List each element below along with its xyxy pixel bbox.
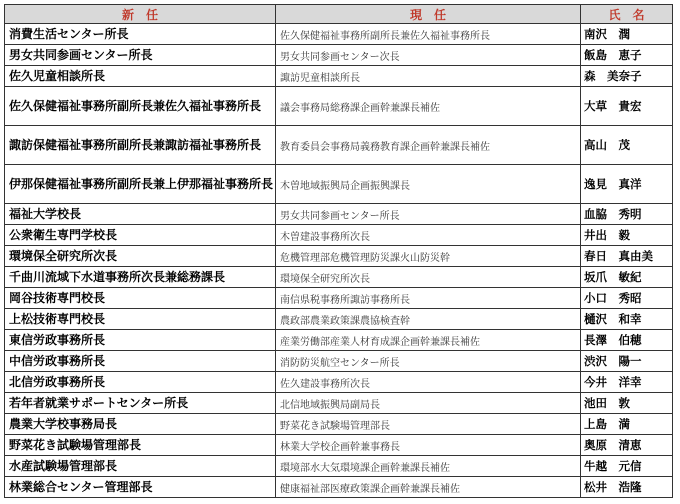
header-current-position: 現 任: [276, 5, 581, 24]
header-new-position: 新 任: [5, 5, 276, 24]
new-position-cell: 上松技術専門校長: [5, 309, 276, 330]
name-cell: 高山 茂: [581, 126, 673, 165]
table-row: [5, 351, 673, 372]
current-position-cell: 諏訪児童相談所長: [276, 66, 581, 87]
name-cell: 南沢 潤: [581, 24, 673, 45]
table-row: [5, 267, 673, 288]
table-row: [5, 372, 673, 393]
new-position-cell: 福祉大学校長: [5, 204, 276, 225]
header-name: 氏 名: [581, 5, 673, 24]
name-cell: 小口 秀昭: [581, 288, 673, 309]
name-cell: 渋沢 陽一: [581, 351, 673, 372]
new-position-cell: 岡谷技術専門校長: [5, 288, 276, 309]
new-position-cell: 若年者就業サポートセンター所長: [5, 393, 276, 414]
table-row: [5, 204, 673, 225]
table-row: [5, 45, 673, 66]
table-row: [5, 435, 673, 456]
name-cell: 上島 満: [581, 414, 673, 435]
table-row: [5, 309, 673, 330]
name-cell: 血脇 秀明: [581, 204, 673, 225]
name-cell: 森 美奈子: [581, 66, 673, 87]
table-row: [5, 393, 673, 414]
current-position-cell: 環境部水大気環境課企画幹兼課長補佐: [276, 456, 581, 477]
name-cell: 池田 敦: [581, 393, 673, 414]
new-position-cell: 千曲川流域下水道事務所次長兼総務課長: [5, 267, 276, 288]
table-row: [5, 66, 673, 87]
current-position-cell: 危機管理部危機管理防災課火山防災幹: [276, 246, 581, 267]
current-position-cell: 佐久保健福祉事務所副所長兼佐久福祉事務所長: [276, 24, 581, 45]
table-row: [5, 126, 673, 165]
current-position-cell: 北信地域振興局副局長: [276, 393, 581, 414]
new-position-cell: 林業総合センター管理部長: [5, 477, 276, 498]
table-row: [5, 414, 673, 435]
personnel-table-container: [4, 4, 673, 498]
current-position-cell: 男女共同参画センター所長: [276, 204, 581, 225]
name-cell: 井出 毅: [581, 225, 673, 246]
new-position-cell: 男女共同参画センター所長: [5, 45, 276, 66]
table-row: [5, 165, 673, 204]
new-position-cell: 公衆衛生専門学校長: [5, 225, 276, 246]
table-row: [5, 288, 673, 309]
new-position-cell: 環境保全研究所次長: [5, 246, 276, 267]
table-row: [5, 87, 673, 126]
table-row: [5, 330, 673, 351]
new-position-cell: 佐久児童相談所長: [5, 66, 276, 87]
current-position-cell: 環境保全研究所次長: [276, 267, 581, 288]
current-position-cell: 消防防災航空センター所長: [276, 351, 581, 372]
name-cell: 大草 貴宏: [581, 87, 673, 126]
current-position-cell: 木曽地域振興局企画振興課長: [276, 165, 581, 204]
name-cell: 樋沢 和幸: [581, 309, 673, 330]
new-position-cell: 東信労政事務所長: [5, 330, 276, 351]
current-position-cell: 議会事務局総務課企画幹兼課長補佐: [276, 87, 581, 126]
table-row: [5, 477, 673, 498]
name-cell: 坂爪 敏紀: [581, 267, 673, 288]
current-position-cell: 教育委員会事務局義務教育課企画幹兼課長補佐: [276, 126, 581, 165]
name-cell: 逸見 真洋: [581, 165, 673, 204]
personnel-table: [4, 4, 673, 498]
name-cell: 飯島 恵子: [581, 45, 673, 66]
table-row: [5, 456, 673, 477]
current-position-cell: 野菜花き試験場管理部長: [276, 414, 581, 435]
table-row: [5, 24, 673, 45]
new-position-cell: 北信労政事務所長: [5, 372, 276, 393]
current-position-cell: 佐久建設事務所次長: [276, 372, 581, 393]
new-position-cell: 農業大学校事務局長: [5, 414, 276, 435]
name-cell: 牛越 元信: [581, 456, 673, 477]
new-position-cell: 佐久保健福祉事務所副所長兼佐久福祉事務所長: [5, 87, 276, 126]
name-cell: 松井 浩隆: [581, 477, 673, 498]
new-position-cell: 中信労政事務所長: [5, 351, 276, 372]
table-row: [5, 246, 673, 267]
name-cell: 長澤 伯穂: [581, 330, 673, 351]
current-position-cell: 健康福祉部医療政策課企画幹兼課長補佐: [276, 477, 581, 498]
current-position-cell: 林業大学校企画幹兼事務長: [276, 435, 581, 456]
name-cell: 奥原 清恵: [581, 435, 673, 456]
current-position-cell: 農政部農業政策課農協検査幹: [276, 309, 581, 330]
current-position-cell: 木曽建設事務所次長: [276, 225, 581, 246]
current-position-cell: 男女共同参画センター次長: [276, 45, 581, 66]
new-position-cell: 消費生活センター所長: [5, 24, 276, 45]
new-position-cell: 野菜花き試験場管理部長: [5, 435, 276, 456]
new-position-cell: 伊那保健福祉事務所副所長兼上伊那福祉事務所長: [5, 165, 276, 204]
new-position-cell: 諏訪保健福祉事務所副所長兼諏訪福祉事務所長: [5, 126, 276, 165]
name-cell: 今井 洋幸: [581, 372, 673, 393]
table-header-row: [5, 5, 673, 24]
name-cell: 春日 真由美: [581, 246, 673, 267]
current-position-cell: 産業労働部産業人材育成課企画幹兼課長補佐: [276, 330, 581, 351]
new-position-cell: 水産試験場管理部長: [5, 456, 276, 477]
current-position-cell: 南信県税事務所諏訪事務所長: [276, 288, 581, 309]
table-row: [5, 225, 673, 246]
